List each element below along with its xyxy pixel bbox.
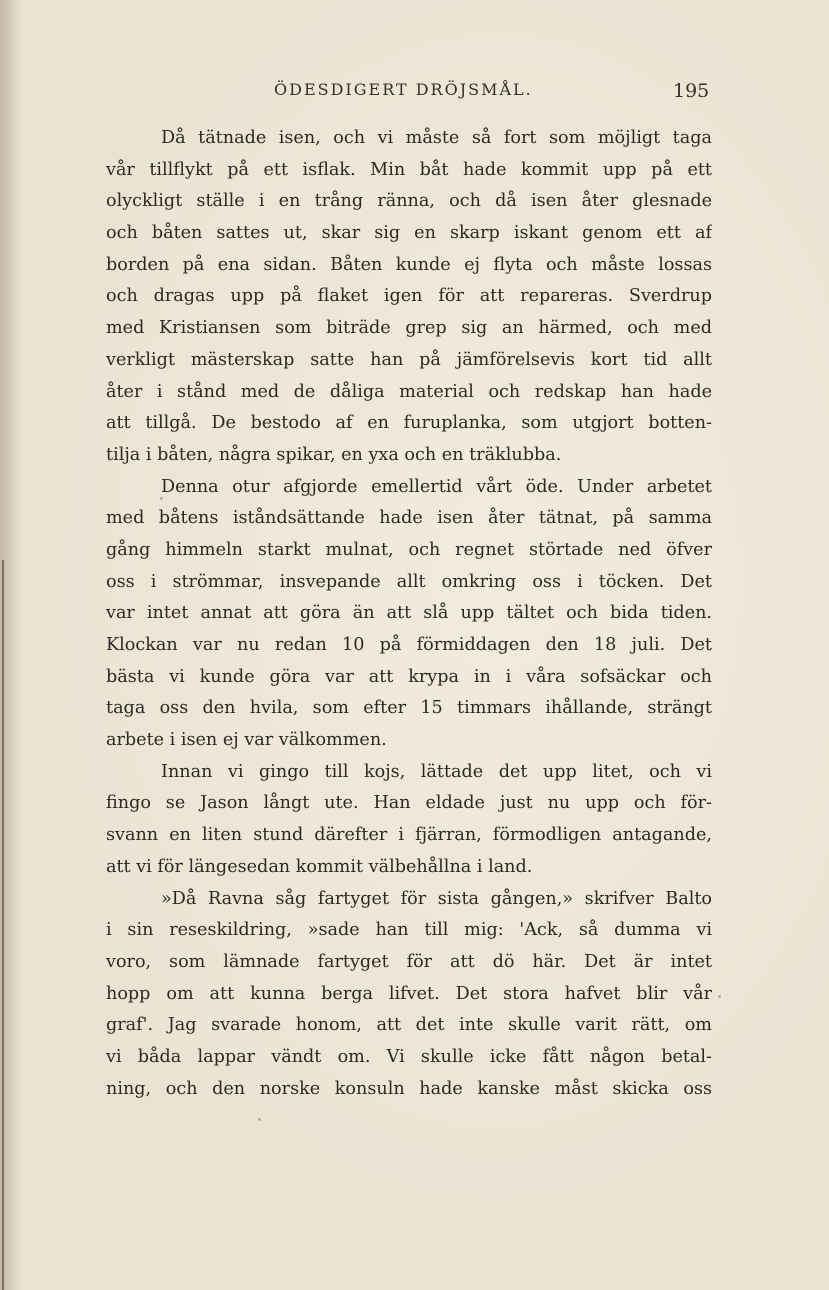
text-line: vi båda lappar vändt om. Vi skulle icke fått någon betal-	[106, 1046, 712, 1067]
text-line: och dragas upp på flaket igen för att repareras. Sverdrup	[106, 286, 712, 307]
text-line: i sin reseskildring, »sade han till mig: 'Ack, så dumma vi	[106, 920, 712, 941]
paper-speck	[718, 995, 721, 998]
text-line: Klockan var nu redan 10 på förmiddagen den 18 juli. Det	[106, 635, 712, 655]
text-line: med Kristiansen som biträde grep sig an härmed, och med	[106, 318, 712, 339]
text-line: »Då Ravna såg fartyget för sista gången,» skrifver Balto	[161, 888, 712, 909]
text-line: var intet annat att göra än att slå upp tältet och bida tiden.	[106, 603, 712, 624]
text-line: och båten sattes ut, skar sig en skarp iskant genom ett af	[106, 223, 712, 244]
text-line: oss i strömmar, insvepande allt omkring oss i töcken. Det	[106, 571, 712, 592]
text-line: med båtens iståndsättande hade isen åter tätnat, på samma	[106, 508, 712, 529]
text-line: svann en liten stund därefter i fjärran, förmodligen antagande,	[106, 825, 712, 846]
text-line: voro, som lämnade fartyget för att dö här. Det är intet	[106, 951, 712, 972]
text-line: Denna otur afgjorde emellertid vårt öde. Under arbetet	[161, 476, 712, 497]
text-line: åter i stånd med de dåliga material och redskap han hade	[106, 381, 712, 402]
text-line: hopp om att kunna berga lifvet. Det stora hafvet blir vår	[106, 983, 712, 1004]
binding-edge	[2, 560, 4, 1290]
body-text	[106, 123, 712, 1105]
text-line: olyckligt ställe i en trång ränna, och då isen åter glesnade	[106, 191, 712, 212]
text-line: verkligt mästerskap satte han på jämförelsevis kort tid allt	[106, 349, 712, 370]
text-line: graf'. Jag svarade honom, att det inte skulle varit rätt, om	[106, 1015, 712, 1036]
text-line: gång himmeln starkt mulnat, och regnet störtade ned öfver	[106, 539, 712, 560]
text-line: att tillgå. De bestodo af en furuplanka, som utgjort botten-	[106, 413, 712, 434]
page-number: 195	[673, 80, 710, 102]
text-line: bästa vi kunde göra var att krypa in i våra sofsäckar och	[106, 666, 712, 687]
text-line: vår tillflykt på ett isflak. Min båt hade kommit upp på ett	[106, 159, 712, 180]
text-line: ning, och den norske konsuln hade kanske måst skicka oss	[106, 1078, 712, 1099]
text-line: Innan vi gingo till kojs, lättade det upp litet, och vi	[161, 761, 712, 782]
text-line: att vi för längesedan kommit välbehållna i land.	[106, 856, 533, 877]
text-line: fingo se Jason långt ute. Han eldade just nu upp och för-	[106, 793, 712, 814]
paper-speck	[160, 497, 163, 500]
text-line: arbete i isen ej var välkommen.	[106, 730, 387, 751]
text-line: Då tätnade isen, och vi måste så fort som möjligt taga	[161, 128, 712, 148]
text-line: taga oss den hvila, som efter 15 timmars ihållande, strängt	[106, 698, 712, 719]
text-line: borden på ena sidan. Båten kunde ej flyta och måste lossas	[106, 254, 712, 275]
running-head: ÖDESDIGERT DRÖJSMÅL.	[274, 80, 533, 99]
paper-speck	[258, 1118, 261, 1121]
text-line: tilja i båten, några spikar, en yxa och en träklubba.	[106, 444, 562, 465]
